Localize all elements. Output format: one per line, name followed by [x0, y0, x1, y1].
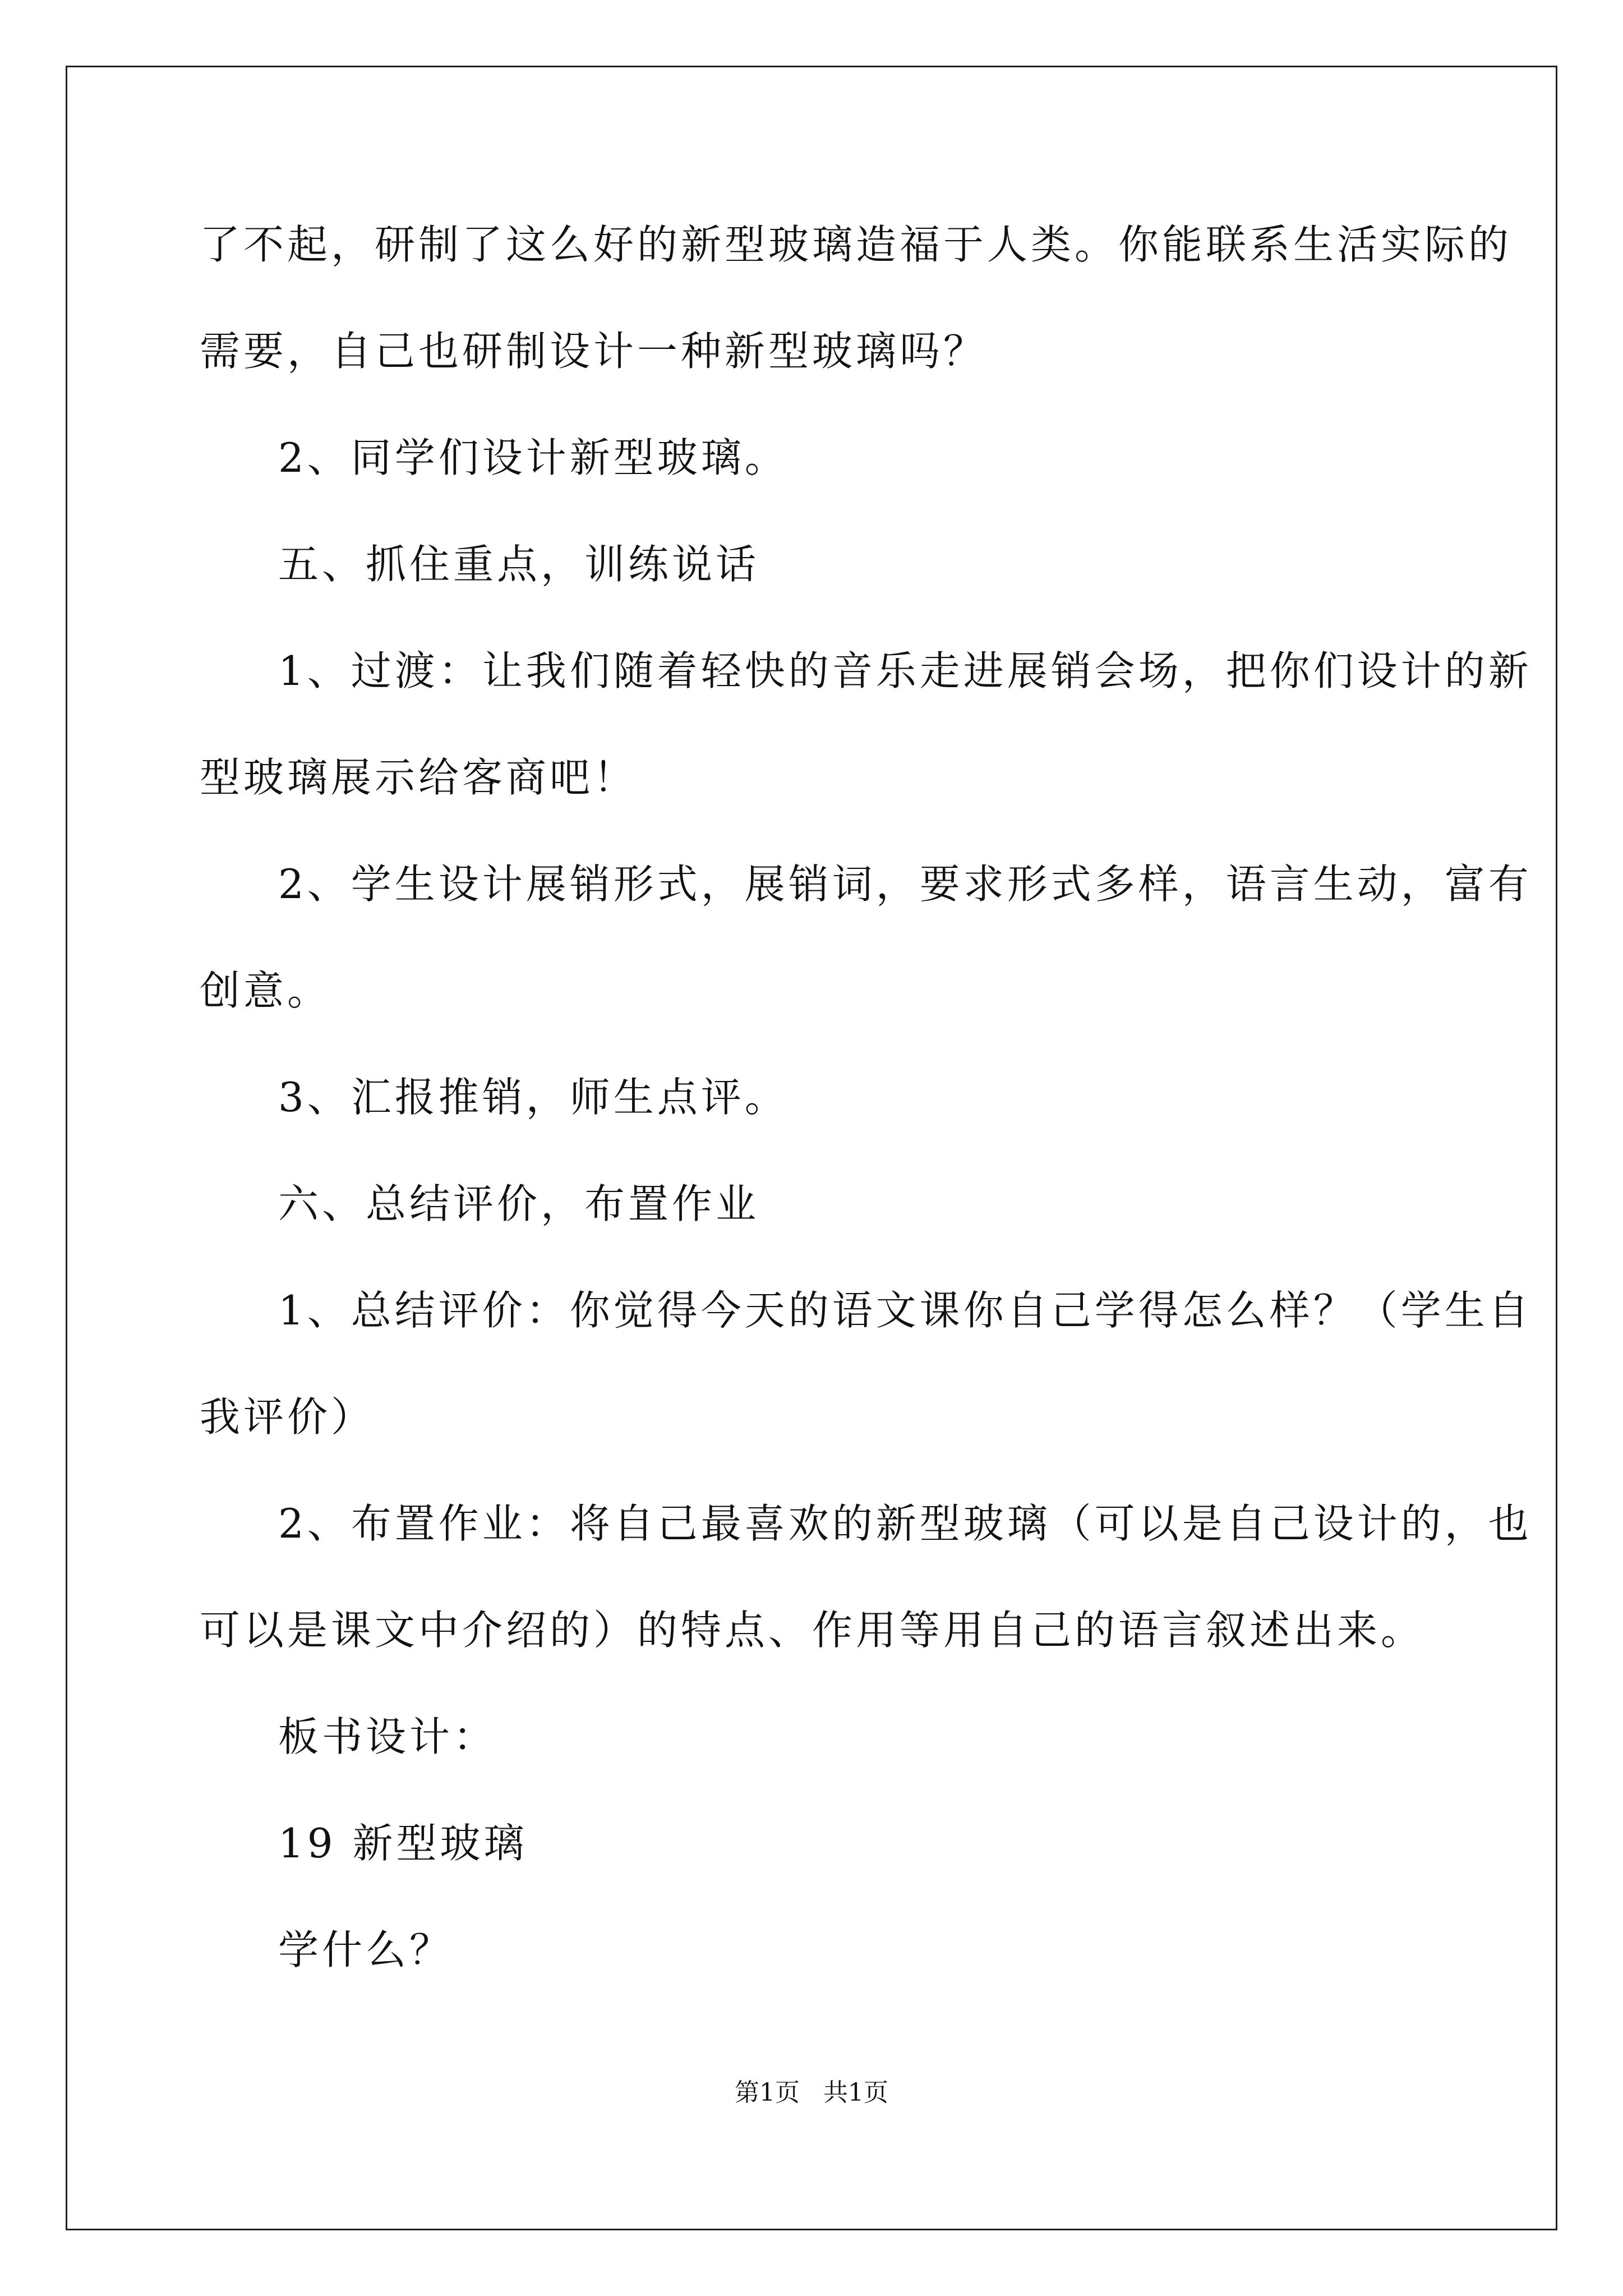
lesson-title: 19 新型玻璃	[278, 1820, 528, 1867]
text-line-8: 创意。	[200, 967, 331, 1014]
page-border	[66, 66, 1557, 2230]
text-line-12: 我评价）	[200, 1393, 375, 1441]
text-line-1: 了不起，研制了这么好的新型玻璃造福于人类。你能联系生活实际的	[200, 221, 1513, 268]
text-line-13: 2、布置作业：将自己最喜欢的新型玻璃（可以是自己设计的，也	[278, 1500, 1532, 1547]
text-line-6: 型玻璃展示给客商吧！	[200, 754, 638, 801]
text-line-2: 需要，自己也研制设计一种新型玻璃吗？	[200, 328, 988, 375]
text-line-11: 1、总结评价：你觉得今天的语文课你自己学得怎么样？（学生自	[278, 1287, 1532, 1334]
section-heading-5: 五、抓住重点，训练说话	[278, 541, 760, 588]
section-heading-6: 六、总结评价，布置作业	[278, 1180, 760, 1227]
text-line-14: 可以是课文中介绍的）的特点、作用等用自己的语言叙述出来。	[200, 1607, 1425, 1654]
text-line-9: 3、汇报推销，师生点评。	[278, 1074, 789, 1121]
board-design-heading: 板书设计：	[278, 1713, 497, 1760]
text-line-3: 2、同学们设计新型玻璃。	[278, 434, 789, 481]
text-line-5: 1、过渡：让我们随着轻快的音乐走进展销会场，把你们设计的新	[278, 647, 1532, 694]
page-footer: 第1页 共1页	[735, 2078, 888, 2107]
text-line-17: 学什么？	[278, 1926, 454, 1973]
text-line-7: 2、学生设计展销形式，展销词，要求形式多样，语言生动，富有	[278, 861, 1532, 908]
